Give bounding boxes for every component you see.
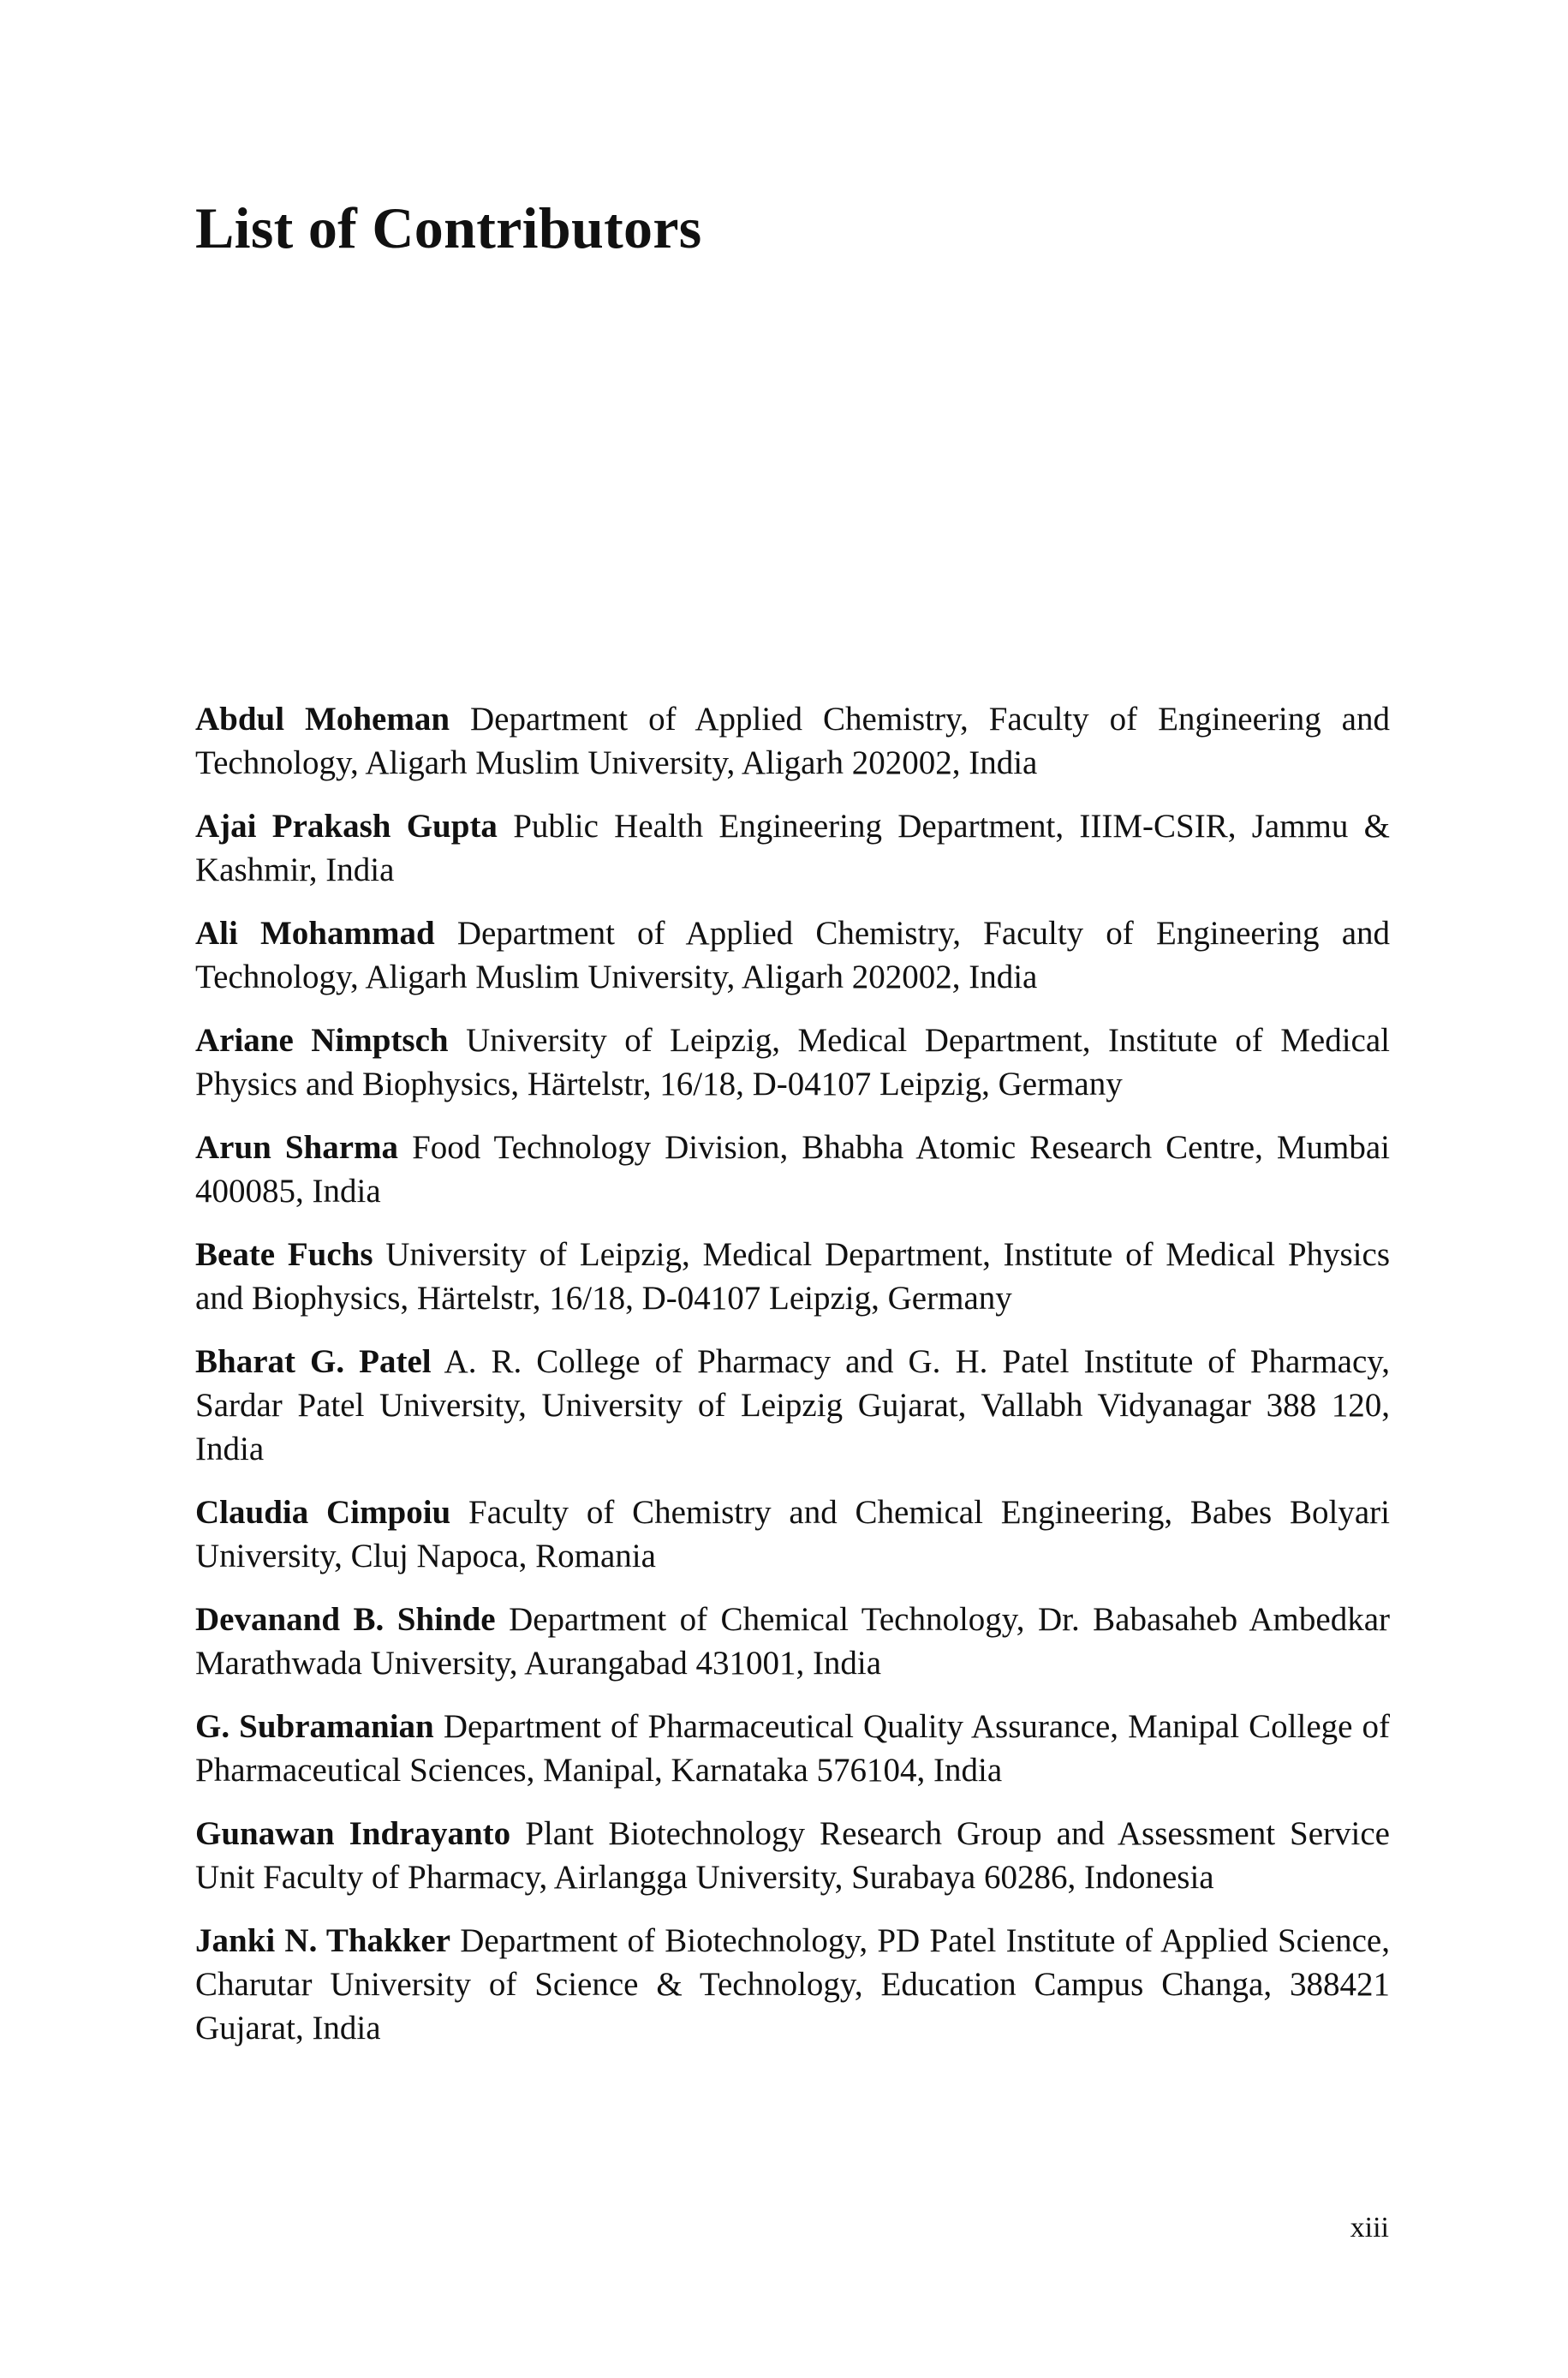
contributor-entry — [195, 697, 1390, 785]
contributor-name: Arun Sharma — [195, 1129, 399, 1166]
contributor-entry — [195, 1233, 1390, 1320]
contributor-entry — [195, 1812, 1390, 1899]
contributor-entry — [195, 1126, 1390, 1213]
contributor-affiliation: University of Leipzig, Medical Department, Institute of Medical Physics and Biophysics, Härtelstr, 16/18, D-04107 Leipzig, Germany — [195, 1236, 1391, 1317]
contributor-entry — [195, 1340, 1390, 1471]
contributor-name: Bharat G. Patel — [195, 1343, 432, 1380]
contributor-affiliation: University of Leipzig, Medical Department, Institute of Medical Physics and Biophysics, Härtelstr, 16/18, D-04107 Leipzig, Germany — [195, 1022, 1391, 1102]
page-title: List of Contributors — [195, 195, 702, 260]
contributor-name: Ali Mohammad — [195, 915, 435, 952]
contributor-name: G. Subramanian — [195, 1708, 434, 1745]
contributor-entry — [195, 1491, 1390, 1578]
contributor-name: Claudia Cimpoiu — [195, 1494, 451, 1531]
contributor-entry — [195, 1705, 1390, 1792]
contributor-affiliation: Department of Biotechnology, PD Patel Institute of Applied Science, Charutar University of Science & Technology, Education Campus Changa, 388421 Gujarat, India — [195, 1922, 1390, 2046]
contributor-affiliation: Food Technology Division, Bhabha Atomic Research Centre, Mumbai 400085, India — [195, 1129, 1390, 1210]
contributor-list — [195, 697, 1390, 2070]
contributor-name: Abdul Moheman — [195, 701, 450, 738]
contributor-name: Beate Fuchs — [195, 1236, 373, 1273]
contributor-affiliation: Department of Applied Chemistry, Faculty of Engineering and Technology, Aligarh Muslim University, Aligarh 202002, India — [195, 701, 1390, 781]
contributor-entry — [195, 1598, 1390, 1685]
contributor-affiliation: Faculty of Chemistry and Chemical Engineering, Babes Bolyari University, Cluj Napoca, Romania — [195, 1494, 1390, 1574]
contributor-affiliation: Department of Chemical Technology, Dr. Babasaheb Ambedkar Marathwada University, Aurangabad 431001, India — [195, 1601, 1391, 1682]
contributor-name: Ajai Prakash Gupta — [195, 808, 498, 845]
contributor-entry — [195, 1919, 1390, 2050]
contributor-name: Ariane Nimptsch — [195, 1022, 449, 1059]
contributor-affiliation: Public Health Engineering Department, IIIM-CSIR, Jammu & Kashmir, India — [195, 808, 1391, 888]
contributor-affiliation: A. R. College of Pharmacy and G. H. Patel Institute of Pharmacy, Sardar Patel University, University of Leipzig Gujarat, Vallabh Vidyanagar 388 120, India — [195, 1343, 1390, 1467]
contributor-entry — [195, 911, 1390, 999]
contributor-entry — [195, 1019, 1390, 1106]
contributor-affiliation: Department of Applied Chemistry, Faculty of Engineering and Technology, Aligarh Muslim University, Aligarh 202002, India — [195, 915, 1391, 995]
contributor-name: Devanand B. Shinde — [195, 1601, 496, 1638]
contributor-affiliation: Department of Pharmaceutical Quality Assurance, Manipal College of Pharmaceutical Sciences, Manipal, Karnataka 576104, India — [195, 1708, 1391, 1789]
contributor-name: Gunawan Indrayanto — [195, 1815, 511, 1852]
contributor-name: Janki N. Thakker — [195, 1922, 451, 1959]
page-number: xiii — [1350, 2212, 1389, 2244]
contributor-affiliation: Plant Biotechnology Research Group and Assessment Service Unit Faculty of Pharmacy, Airlangga University, Surabaya 60286, Indonesia — [195, 1815, 1390, 1896]
contributor-entry — [195, 804, 1390, 892]
